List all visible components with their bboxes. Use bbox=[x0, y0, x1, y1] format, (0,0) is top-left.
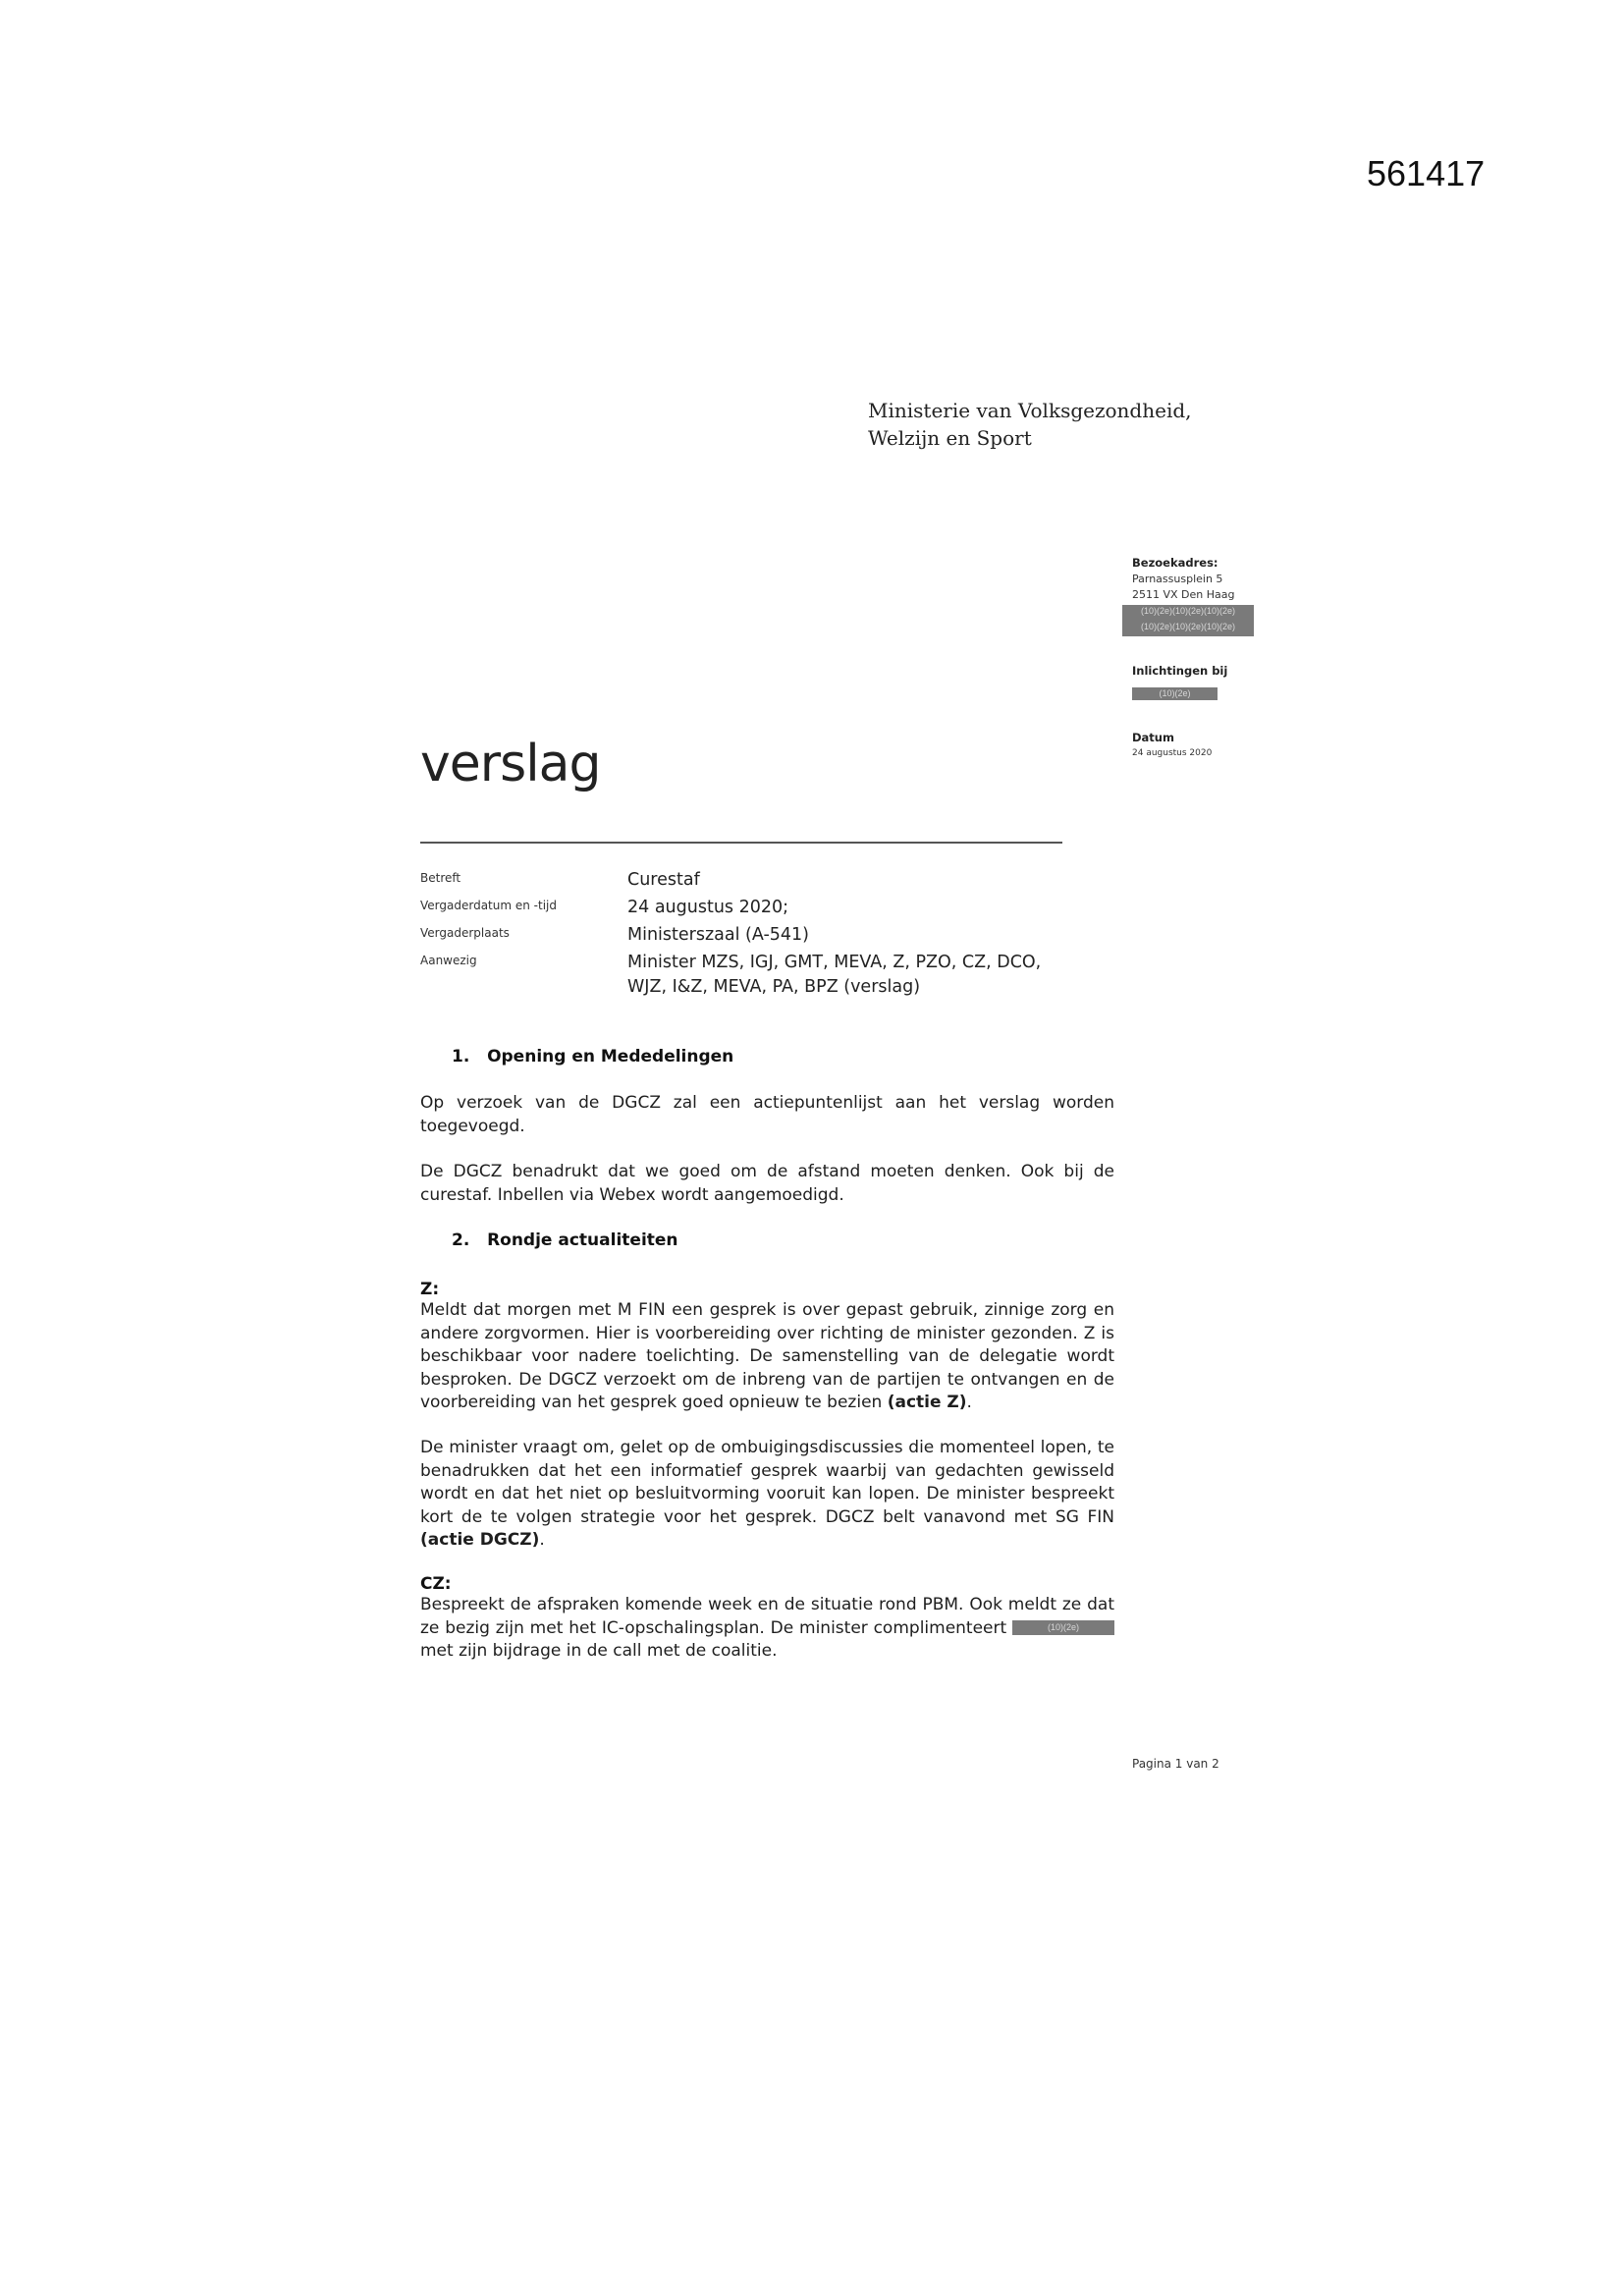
document-title: verslag bbox=[420, 735, 601, 793]
section-title: Opening en Mededelingen bbox=[487, 1047, 734, 1066]
paragraph-end: met zijn bijdrage in de call met de coalitie. bbox=[420, 1641, 778, 1661]
section-heading-2 bbox=[452, 1230, 678, 1250]
section-heading-1 bbox=[452, 1047, 733, 1066]
datetime-value: 24 augustus 2020; bbox=[627, 898, 789, 917]
present-label: Aanwezig bbox=[420, 954, 477, 967]
paragraph: De DGCZ benadrukt dat we goed om de afstand moeten denken. Ook bij de curestaf. Inbellen via Webex wordt aangemoedigd. bbox=[420, 1162, 1114, 1205]
ministry-line-2: Welzijn en Sport bbox=[868, 426, 1032, 450]
date-label: Datum bbox=[1132, 731, 1174, 744]
datetime-label: Vergaderdatum en -tijd bbox=[420, 899, 557, 912]
present-line-2: WJZ, I&Z, MEVA, PA, BPZ (verslag) bbox=[627, 977, 921, 997]
ministry-logo-text bbox=[868, 397, 1192, 452]
section-title: Rondje actualiteiten bbox=[487, 1230, 678, 1250]
info-label: Inlichtingen bij bbox=[1132, 664, 1228, 678]
ministry-line-1: Ministerie van Volksgezondheid, bbox=[868, 399, 1192, 422]
present-value bbox=[627, 951, 1041, 1000]
redaction-block: (10)(2e) bbox=[1012, 1620, 1114, 1635]
paragraph: Op verzoek van de DGCZ zal een actiepuntenlijst aan het verslag worden toegevoegd. bbox=[420, 1093, 1114, 1136]
visit-address-label: Bezoekadres: bbox=[1132, 556, 1218, 570]
place-value: Ministerszaal (A-541) bbox=[627, 925, 809, 945]
document-number: 561417 bbox=[1367, 153, 1486, 193]
paragraph-end: . bbox=[539, 1530, 545, 1550]
place-label: Vergaderplaats bbox=[420, 926, 510, 940]
speaker-label: Z: bbox=[420, 1280, 440, 1299]
visit-address-city: 2511 VX Den Haag bbox=[1132, 588, 1235, 601]
present-line-1: Minister MZS, IGJ, GMT, MEVA, Z, PZO, CZ, DCO, bbox=[627, 953, 1042, 972]
action-item: (actie Z) bbox=[887, 1393, 967, 1412]
paragraph bbox=[420, 1594, 1114, 1664]
date-value: 24 augustus 2020 bbox=[1132, 748, 1213, 758]
section-number: 1. bbox=[452, 1047, 470, 1066]
paragraph-text: Bespreekt de afspraken komende week en de situatie rond PBM. Ook meldt ze dat ze bezig zijn met het IC-opschalingsplan. De minister complimenteert bbox=[420, 1595, 1114, 1638]
redaction-block: (10)(2e)(10)(2e)(10)(2e) bbox=[1122, 621, 1254, 636]
paragraph-end: . bbox=[966, 1393, 972, 1412]
speaker-label: CZ: bbox=[420, 1574, 452, 1594]
redaction-block: (10)(2e) bbox=[1132, 687, 1218, 700]
section-number: 2. bbox=[452, 1230, 470, 1250]
subject-label: Betreft bbox=[420, 871, 461, 885]
paragraph bbox=[420, 1437, 1114, 1553]
paragraph-text: De minister vraagt om, gelet op de ombuigingsdiscussies die momenteel lopen, te benadrukken dat het een informatief gesprek waarbij van gedachten gewisseld wordt en dat het niet op besluitvorming vooruit kan lopen. De minister bespreekt kort de te volgen strategie voor het gesprek. DGCZ belt vanavond met SG FIN bbox=[420, 1438, 1114, 1527]
paragraph-text: Meldt dat morgen met M FIN een gesprek is over gepast gebruik, zinnige zorg en andere zorgvormen. Hier is voorbereiding over richting de minister gezonden. Z is beschikbaar voor nadere toelichting. De samenstelling van de delegatie wordt besproken. De DGCZ verzoekt om de inbreng van de partijen te ontvangen en de voorbereiding van het gesprek goed opnieuw te bezien bbox=[420, 1300, 1114, 1412]
redaction-block: (10)(2e)(10)(2e)(10)(2e) bbox=[1122, 605, 1254, 621]
title-divider bbox=[420, 842, 1062, 844]
subject-value: Curestaf bbox=[627, 870, 700, 890]
page-footer: Pagina 1 van 2 bbox=[1132, 1757, 1219, 1771]
paragraph bbox=[420, 1299, 1114, 1415]
action-item: (actie DGCZ) bbox=[420, 1530, 540, 1550]
visit-address-street: Parnassusplein 5 bbox=[1132, 573, 1223, 585]
